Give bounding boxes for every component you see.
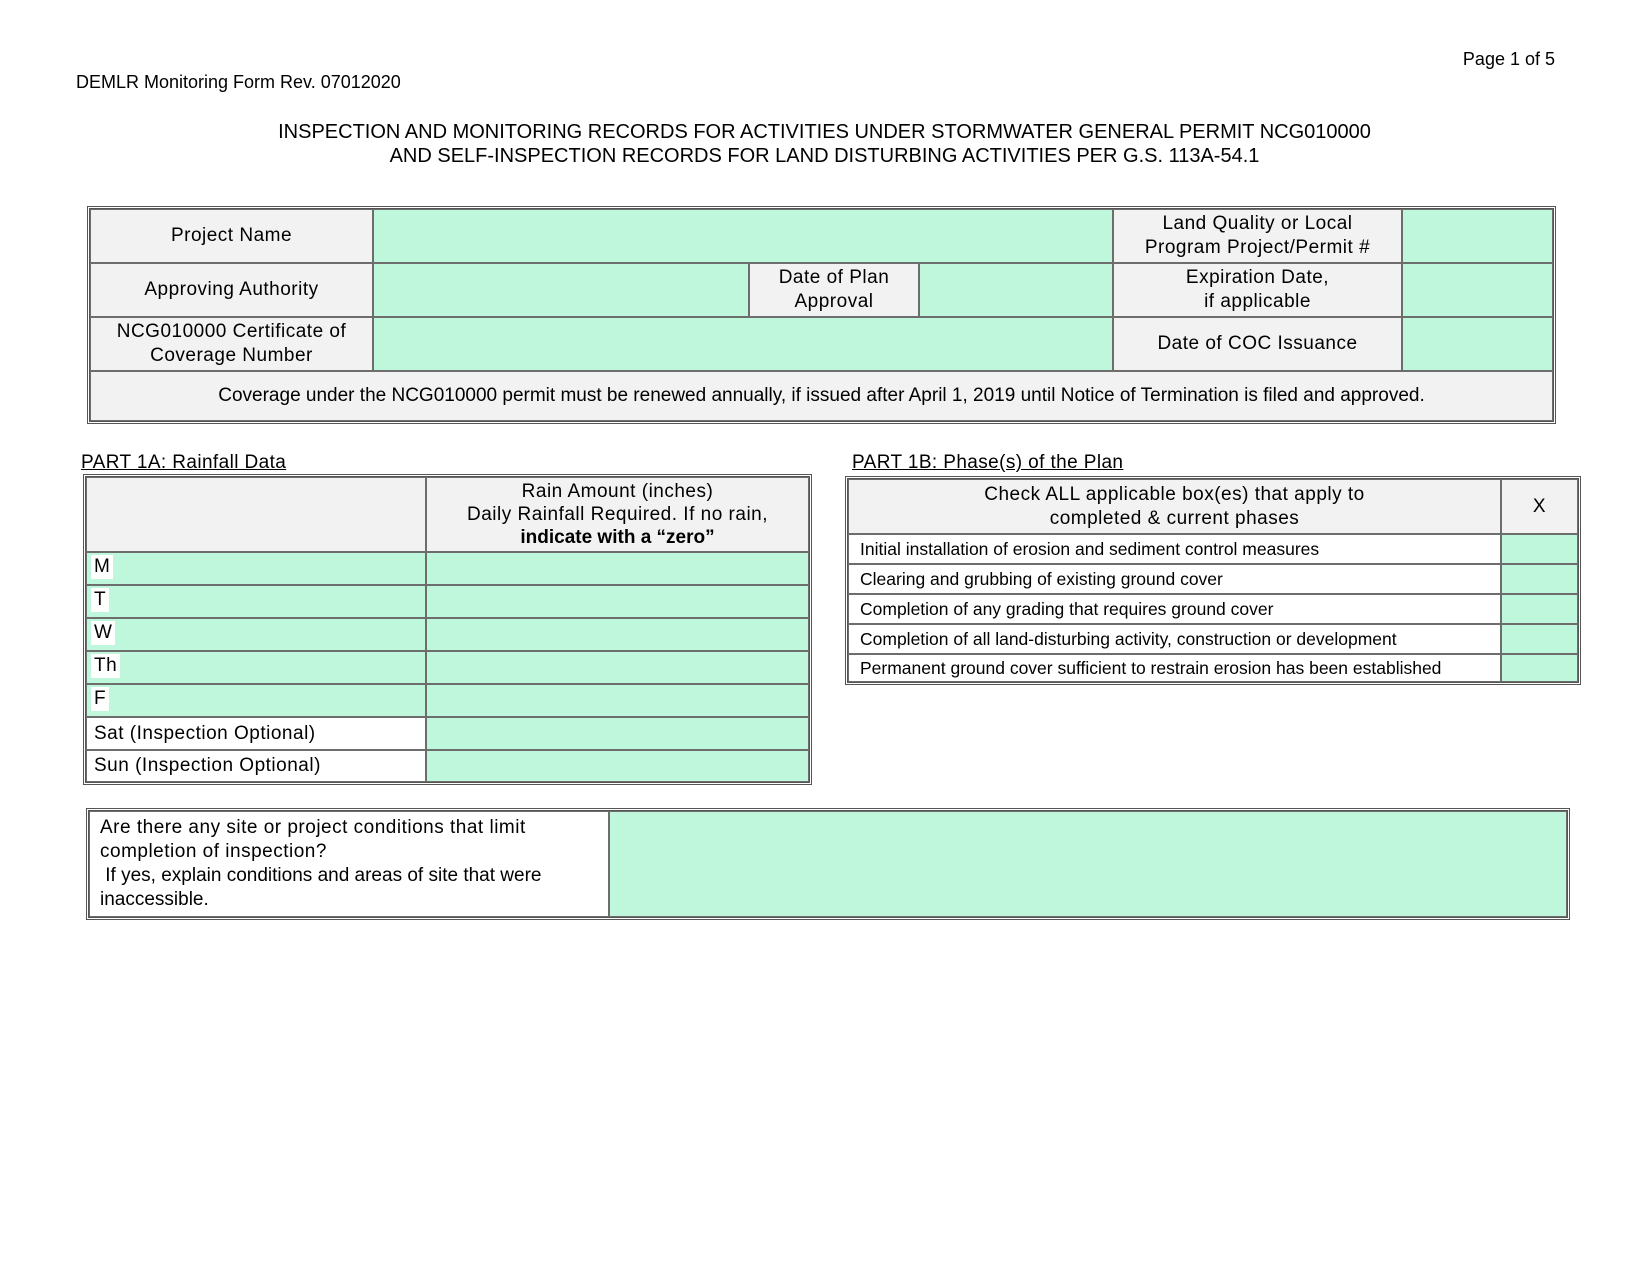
coc-issuance-date-label: Date of COC Issuance xyxy=(1113,317,1402,371)
phases-x-header: X xyxy=(1501,479,1578,534)
rainfall-amount-th-field[interactable] xyxy=(426,651,809,684)
project-info-table xyxy=(87,206,1556,424)
phase-row-label: Clearing and grubbing of existing ground cover xyxy=(848,564,1501,594)
site-conditions-question-line-3: If yes, explain conditions and areas of site that were xyxy=(100,865,542,886)
phase-checkbox[interactable] xyxy=(1501,534,1578,564)
rainfall-amount-sun-field[interactable] xyxy=(426,750,809,782)
phase-row-label: Permanent ground cover sufficient to restrain erosion has been established xyxy=(848,654,1501,682)
date-of-plan-approval-label xyxy=(749,263,919,317)
phase-checkbox[interactable] xyxy=(1501,624,1578,654)
rainfall-day-label: F xyxy=(91,687,109,711)
project-name-field[interactable] xyxy=(373,209,1113,263)
permit-number-label-line-2: Program Project/Permit # xyxy=(1144,237,1371,258)
page-number: Page 1 of 5 xyxy=(1462,49,1555,69)
phases-header xyxy=(848,479,1501,534)
phase-row-label: Completion of any grading that requires ground cover xyxy=(848,594,1501,624)
site-conditions-question-line-2: completion of inspection? xyxy=(100,841,327,862)
rainfall-day-label: W xyxy=(91,621,115,645)
rain-amount-header-line-1: Rain Amount (inches) xyxy=(521,481,714,502)
rainfall-amount-f-field[interactable] xyxy=(426,684,809,717)
site-conditions-question xyxy=(89,811,609,917)
document-title-line-2: AND SELF-INSPECTION RECORDS FOR LAND DISTURBING ACTIVITIES PER G.S. 113A-54.1 xyxy=(389,145,1260,167)
part-1b-title: PART 1B: Phase(s) of the Plan xyxy=(852,452,1124,473)
approving-authority-field[interactable] xyxy=(373,263,749,317)
site-conditions-answer-field[interactable] xyxy=(609,811,1567,917)
date-of-plan-label-line-1: Date of Plan xyxy=(778,267,890,288)
rainfall-day-m-field[interactable] xyxy=(86,552,426,585)
document-title xyxy=(0,120,1649,168)
rainfall-amount-t-field[interactable] xyxy=(426,585,809,618)
rainfall-amount-w-field[interactable] xyxy=(426,618,809,651)
phase-row-label: Completion of all land-disturbing activity, construction or development xyxy=(848,624,1501,654)
site-conditions-question-line-1: Are there any site or project conditions that limit xyxy=(100,817,526,838)
rainfall-day-w-field[interactable] xyxy=(86,618,426,651)
approving-authority-label: Approving Authority xyxy=(90,263,373,317)
site-conditions-table xyxy=(86,808,1570,920)
phase-row-label: Initial installation of erosion and sediment control measures xyxy=(848,534,1501,564)
permit-number-label xyxy=(1113,209,1402,263)
rainfall-day-label: M xyxy=(91,555,113,579)
date-of-plan-approval-field[interactable] xyxy=(919,263,1113,317)
rainfall-day-f-field[interactable] xyxy=(86,684,426,717)
coc-number-label-line-2: Coverage Number xyxy=(150,345,313,366)
expiration-date-label-line-2: if applicable xyxy=(1204,291,1311,312)
part-1a-title: PART 1A: Rainfall Data xyxy=(81,452,287,473)
expiration-date-label xyxy=(1113,263,1402,317)
coc-issuance-date-field[interactable] xyxy=(1402,317,1553,371)
rainfall-amount-m-field[interactable] xyxy=(426,552,809,585)
expiration-date-label-line-1: Expiration Date, xyxy=(1185,267,1330,288)
site-conditions-question-line-4: inaccessible. xyxy=(100,889,209,910)
project-name-label: Project Name xyxy=(90,209,373,263)
rainfall-day-sat-label: Sat (Inspection Optional) xyxy=(86,717,426,750)
rain-amount-header-line-3: indicate with a “zero” xyxy=(520,527,715,548)
coverage-renewal-note: Coverage under the NCG010000 permit must be renewed annually, if issued after April 1, 2019 until Notice of Termination is filed and approved. xyxy=(90,371,1553,421)
document-title-line-1: INSPECTION AND MONITORING RECORDS FOR ACTIVITIES UNDER STORMWATER GENERAL PERMIT NCG010000 xyxy=(278,121,1371,143)
rain-amount-header xyxy=(426,477,809,552)
plan-phases-table xyxy=(845,476,1581,685)
phases-header-line-2: completed & current phases xyxy=(1049,507,1300,529)
phases-header-line-1: Check ALL applicable box(es) that apply to xyxy=(984,483,1365,505)
rainfall-day-sun-label: Sun (Inspection Optional) xyxy=(86,750,426,782)
coc-number-label xyxy=(90,317,373,371)
expiration-date-field[interactable] xyxy=(1402,263,1553,317)
rainfall-day-th-field[interactable] xyxy=(86,651,426,684)
phase-checkbox[interactable] xyxy=(1501,594,1578,624)
rainfall-amount-sat-field[interactable] xyxy=(426,717,809,750)
rain-amount-header-line-2: Daily Rainfall Required. If no rain, xyxy=(466,504,769,525)
rainfall-data-table xyxy=(83,474,812,785)
permit-number-field[interactable] xyxy=(1402,209,1553,263)
phase-checkbox[interactable] xyxy=(1501,564,1578,594)
rainfall-day-label: Th xyxy=(91,654,120,678)
permit-number-label-line-1: Land Quality or Local xyxy=(1162,213,1353,234)
form-revision: DEMLR Monitoring Form Rev. 07012020 xyxy=(76,72,401,92)
rainfall-header-blank xyxy=(86,477,426,552)
coc-number-field[interactable] xyxy=(373,317,1113,371)
phase-checkbox[interactable] xyxy=(1501,654,1578,682)
date-of-plan-label-line-2: Approval xyxy=(794,291,874,312)
rainfall-day-t-field[interactable] xyxy=(86,585,426,618)
coc-number-label-line-1: NCG010000 Certificate of xyxy=(116,321,347,342)
rainfall-day-label: T xyxy=(91,588,109,612)
